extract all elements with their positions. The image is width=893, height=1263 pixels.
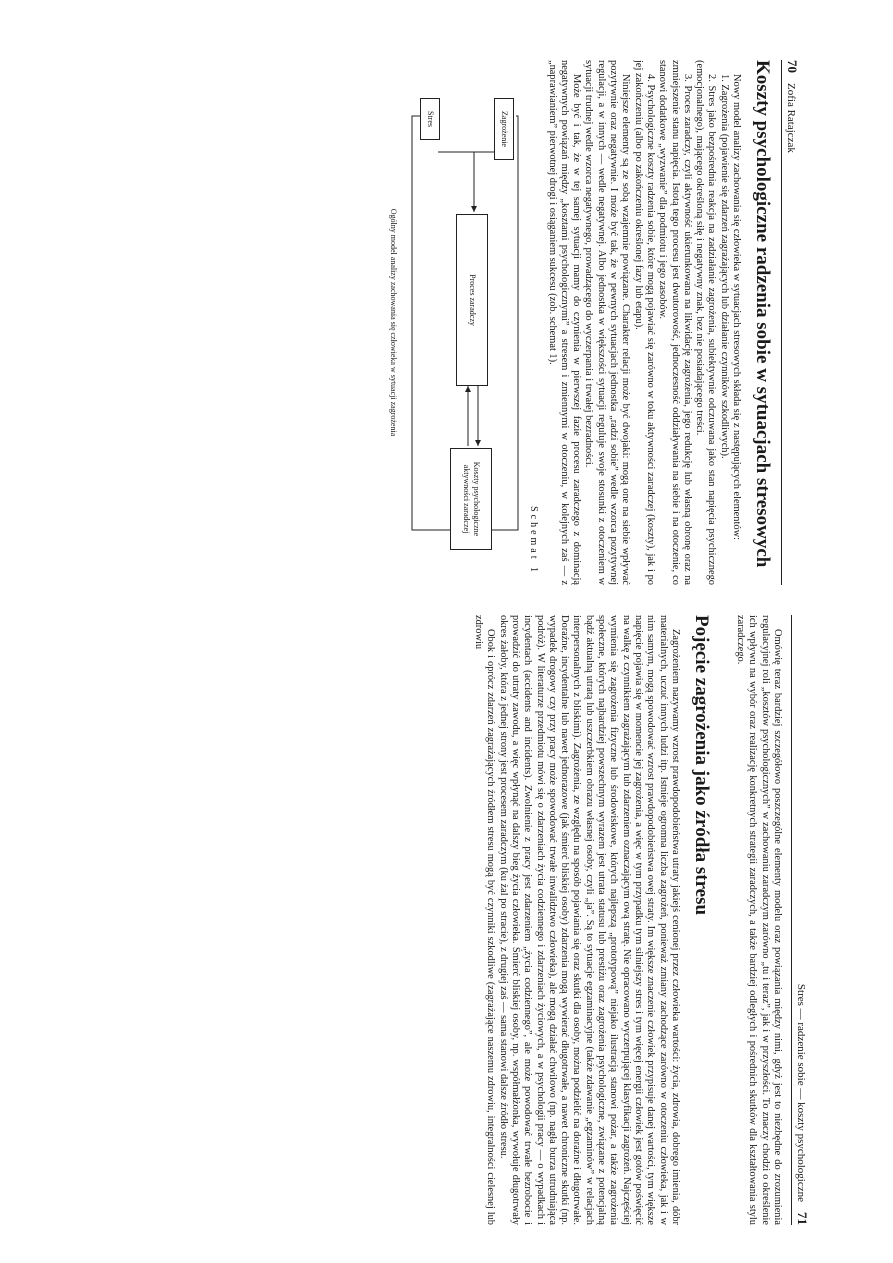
left-paragraph: 4. Psychologiczne koszty radzenia sobie, które mogą pojawiać się zarówno w toku aktywności zaradczej (koszty), jak i po jej zakończeniu (albo po zakończeniu określonej fazy lub etapu). — [632, 60, 656, 585]
left-paragraph: 3. Proces zaradczy, czyli aktywność ukierunkowana na likwidację zagrożenia, jego redukcję lub własną obronę oraz na zmniejszenie stanu napięcia. Istotą tego procesu jest dwutorowość, jednoczesność oddziaływania na siebie i na otoczenie, co stanowi dodatkowe „wyzwanie” dla podmiotu i jego zasobów. — [657, 60, 693, 585]
right-paragraph: Obok i oprócz zdarzeń zagrażających źródłem stresu mogą być czynniki szkodliwe (zagrażające naszemu zdrowiu, integralności cielesnej lub zdrowiu — [473, 615, 497, 1225]
model-diagram — [406, 90, 524, 570]
right-paragraph: Zagrożeniem nazywamy wzrost prawdopodobieństwa utraty jakiejś cenionej przez człowieka wartości: życia, zdrowia, dobrego imienia, dóbr materialnych, uczuć innych ludzi itp. Istnieje ogromna liczba zagrożeń, ponieważ zmiany zachodzące zarówno w otoczeniu człowieka, jak i w nim samym, mogą spowodować wzrost prawdopodobieństwa owej straty. Im większe znaczenie człowiek przypisuje danej wartości, tym większe napięcie pojawia się w momencie jej zagrożenia, a więc w tym przypadku tym silniejszy stres i tym więcej energii człowiek jest gotów poświęcić na walkę z czynnikiem zagrażającym lub zdarzeniem oznaczającym ową stratę. Nie opracowano wyczerpującej klasyfikacji zagrożeń. Najczęściej wymienia się zagrożenia fizyczne lub środowiskowe, których najlepszą „prototypową” niejako ilustracją stanowi pożar, a także zagrożenia społeczne, których najbardziej powszechnym wyrazem jest utrata statusu lub prestiżu oraz zagrożenia psychologiczne, związane z potencjalną bądź aktualną utratą lub uszczerbkiem obrazu własnej osoby, czyli „ja”. Są to sytuacje egzaminacyjne (także zdawanie „egzaminów” w relacjach interpersonalnych z bliskimi). Zagrożenia, ze względu na sposób pojawiania się oraz skutki dla osoby, można podzielić na doraźne i długotrwałe. Doraźne, incydentalne lub nawet jednorazowe (jak śmierć bliskiej osoby) zdarzenia mogą wywierać długotrwałe, a nawet chroniczne skutki (np. wypadek drogowy czy przy pracy może spowodować trwałe inwalidztwo człowieka), ale mogą działać chwilowo (np. nagła burza utrudniająca podróż). W literaturze przedmiotu mówi się o zdarzeniach życia codziennego i zdarzeniach życiowych, a w psychologii pracy — o wypadkach i incydentach (accidents and incidents). Zwolnienie z pracy jest zdarzeniem „życia codziennego”, ale może powodować trwałe bezrobocie i prowadzić do utraty zawodu, a więc wpłynąć na dalszy bieg życia człowieka. Śmierć bliskiej osoby, np. współmałżonka, wywołuje długotrwały okres żałoby, która z jednej strony jest procesem zaradczym (ku żal po stracie), z drugiej zaś — sama stanowi dalsze źródło stresu. — [497, 615, 681, 1225]
left-paragraph: 2. Stres jako bezpośrednia reakcja na zadziałanie zagrożenia, subiektywnie odczuwana jako stan napięcia psychicznego (emocjonalnego), mającego określoną siłę i negatywny znak, bez nie posiadającego treści. — [694, 60, 718, 585]
left-page-number: 70 — [785, 60, 800, 73]
box-costs: Koszty psychologiczne aktywności zaradczej — [450, 448, 492, 550]
right-page-number: 71 — [795, 1212, 810, 1225]
right-running-title: Stres — radzenie sobie — koszty psychologiczne — [795, 983, 807, 1202]
left-page — [25, 60, 800, 585]
box-stress: Stres — [420, 98, 440, 140]
right-page — [30, 615, 810, 1225]
box-threat: Zagrożenie — [494, 98, 514, 160]
diagram-caption: Ogólny model analizy zachowania się człowieka w sytuacji zagrożenia — [389, 208, 399, 437]
left-author: Zofia Ratajczak — [785, 83, 797, 153]
left-heading: Koszty psychologiczne radzenia sobie w sytuacjach stresowych — [752, 60, 773, 568]
scheme-label: Schemat 1 — [528, 506, 540, 575]
right-intro-paragraph: Omówię teraz bardziej szczegółowo poszczególne elementy modelu oraz powiązania między nimi, gdyż jest to niezbędne do zrozumienia regulacyjnej roli „kosztów psychologicznych” w zachowaniu zaradczym zarówno „tu i teraz”, jak i w przyszłości. To znaczy chodzi o określenie ich wpływu na wybór oraz realizację konkretnych strategii zaradczych, a także bardziej odległych i pośrednich skutków dla kształtowania stylu zaradczego. — [735, 615, 783, 1225]
left-running-head — [781, 60, 800, 585]
left-paragraph: Nowy model analizy zachowania się człowieka w sytuacjach stresowych składa się z następujących elementów: — [731, 74, 742, 540]
left-paragraph: Niniejsze elementy są ze sobą wzajemnie powiązane. Charakter relacji może być dwojaki: mogą one na siebie wpływać pozytywnie oraz negatywnie. I może być tak, że w pewnych sytuacjach jednostka „radzi sobie” wedle wzorca pozytywnej regulacji, a w innych — wedle negatywnej. Albo jednostka w większości sytuacji reguluje swoje stosunki z otoczeniem w sytuacji trudnej wedle wzorca negatywnego, prowadzącego do wyczerpania i trwałej bezradności. — [583, 60, 632, 585]
right-running-head — [791, 615, 810, 1225]
box-process: Proces zaradczy — [456, 214, 488, 386]
left-paragraph: Może być i tak, że w tej samej sytuacji mamy do czynienia w pierwszej fazie procesu zaradczego z dominacją negatywnych powiązań między „kosztami psychologicznymi” a stresem i zmiennymi w otoczeniu, w kolejnych zaś — z „naprawianiem” pierwotnej drogi i osiąganiem sukcesu (zob. schemat 1). — [546, 60, 583, 585]
right-heading: Pojęcie zagrożenia jako źródła stresu — [690, 615, 712, 916]
left-paragraph: 1. Zagrożenia (pojawienie się zdarzeń zagrażających lub działanie czynników szkodliwych). — [718, 74, 730, 459]
